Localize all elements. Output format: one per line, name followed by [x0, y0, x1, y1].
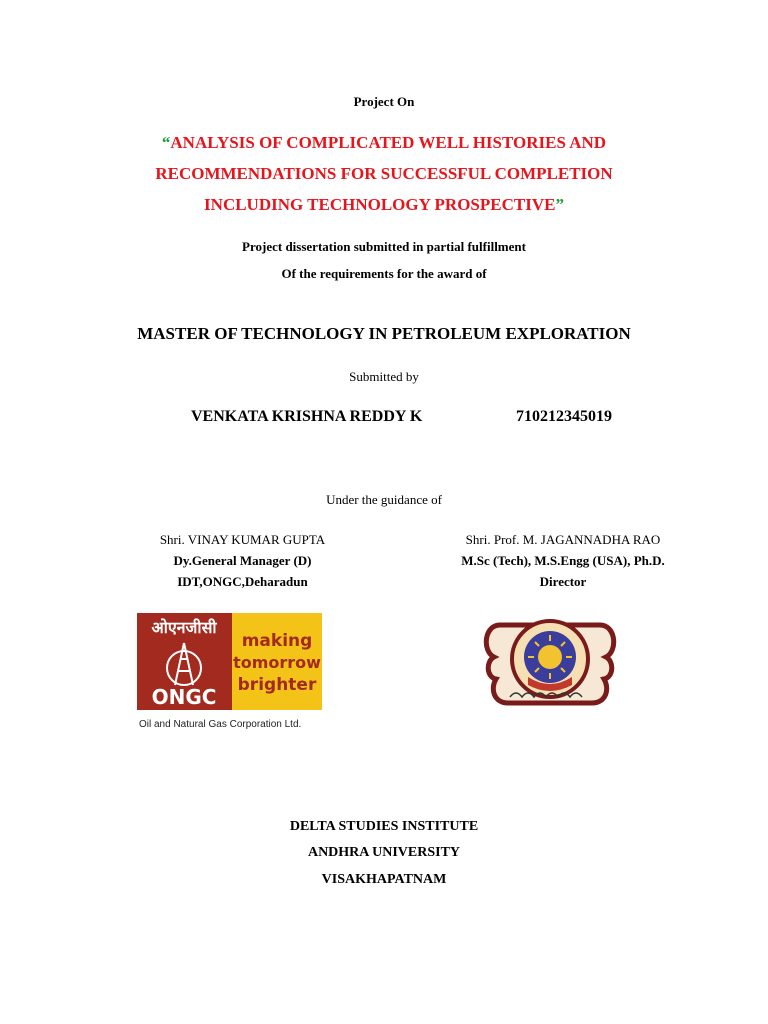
guidance-label: Under the guidance of [326, 492, 442, 507]
title-line-1: “ANALYSIS OF COMPLICATED WELL HISTORIES AND [161, 133, 607, 152]
seal-sun-icon [538, 645, 562, 669]
institute-line-3: VISAKHAPATNAM [321, 872, 447, 887]
title-line-3: INCLUDING TECHNOLOGY PROSPECTIVE” [204, 195, 564, 214]
guide-left-designation: Dy.General Manager (D) [173, 553, 312, 568]
andhra-university-seal [480, 607, 620, 719]
ongc-tagline-tomorrow: tomorrow [233, 653, 321, 672]
ongc-corporation-name: Oil and Natural Gas Corporation Ltd. [139, 719, 302, 730]
ongc-tagline-brighter: brighter [237, 675, 317, 695]
guide-left [130, 529, 355, 592]
guide-right-name: Shri. Prof. M. JAGANNADHA RAO [465, 532, 661, 547]
submitted-by-label: Submitted by [349, 369, 419, 384]
dissertation-line-2: Of the requirements for the award of [281, 266, 487, 281]
institute-line-1: DELTA STUDIES INSTITUTE [289, 819, 479, 834]
student-name: VENKATA KRISHNA REDDY K [191, 408, 423, 425]
title-open-quote: “ [161, 133, 171, 152]
guide-left-organization: IDT,ONGC,Deharadun [177, 574, 308, 589]
ongc-tagline-making: making [241, 631, 313, 651]
dissertation-line-1: Project dissertation submitted in partial fulfillment [242, 239, 526, 254]
institute-line-2: ANDHRA UNIVERSITY [307, 845, 461, 860]
guide-left-name: Shri. VINAY KUMAR GUPTA [159, 532, 326, 547]
ongc-logo [137, 613, 323, 733]
degree-title: MASTER OF TECHNOLOGY IN PETROLEUM EXPLORATION [137, 324, 631, 343]
ongc-hindi-text: ओएनजीसी [151, 618, 217, 637]
title-close-quote: ” [555, 195, 564, 214]
title-line-2: RECOMMENDATIONS FOR SUCCESSFUL COMPLETION [155, 164, 613, 183]
ongc-brand-text: ONGC [151, 685, 217, 709]
project-on-label: Project On [353, 94, 415, 109]
student-roll-number: 710212345019 [516, 408, 612, 425]
guide-right-designation: Director [539, 574, 587, 589]
guide-right-qualification: M.Sc (Tech), M.S.Engg (USA), Ph.D. [461, 553, 665, 568]
guide-right [418, 529, 708, 592]
